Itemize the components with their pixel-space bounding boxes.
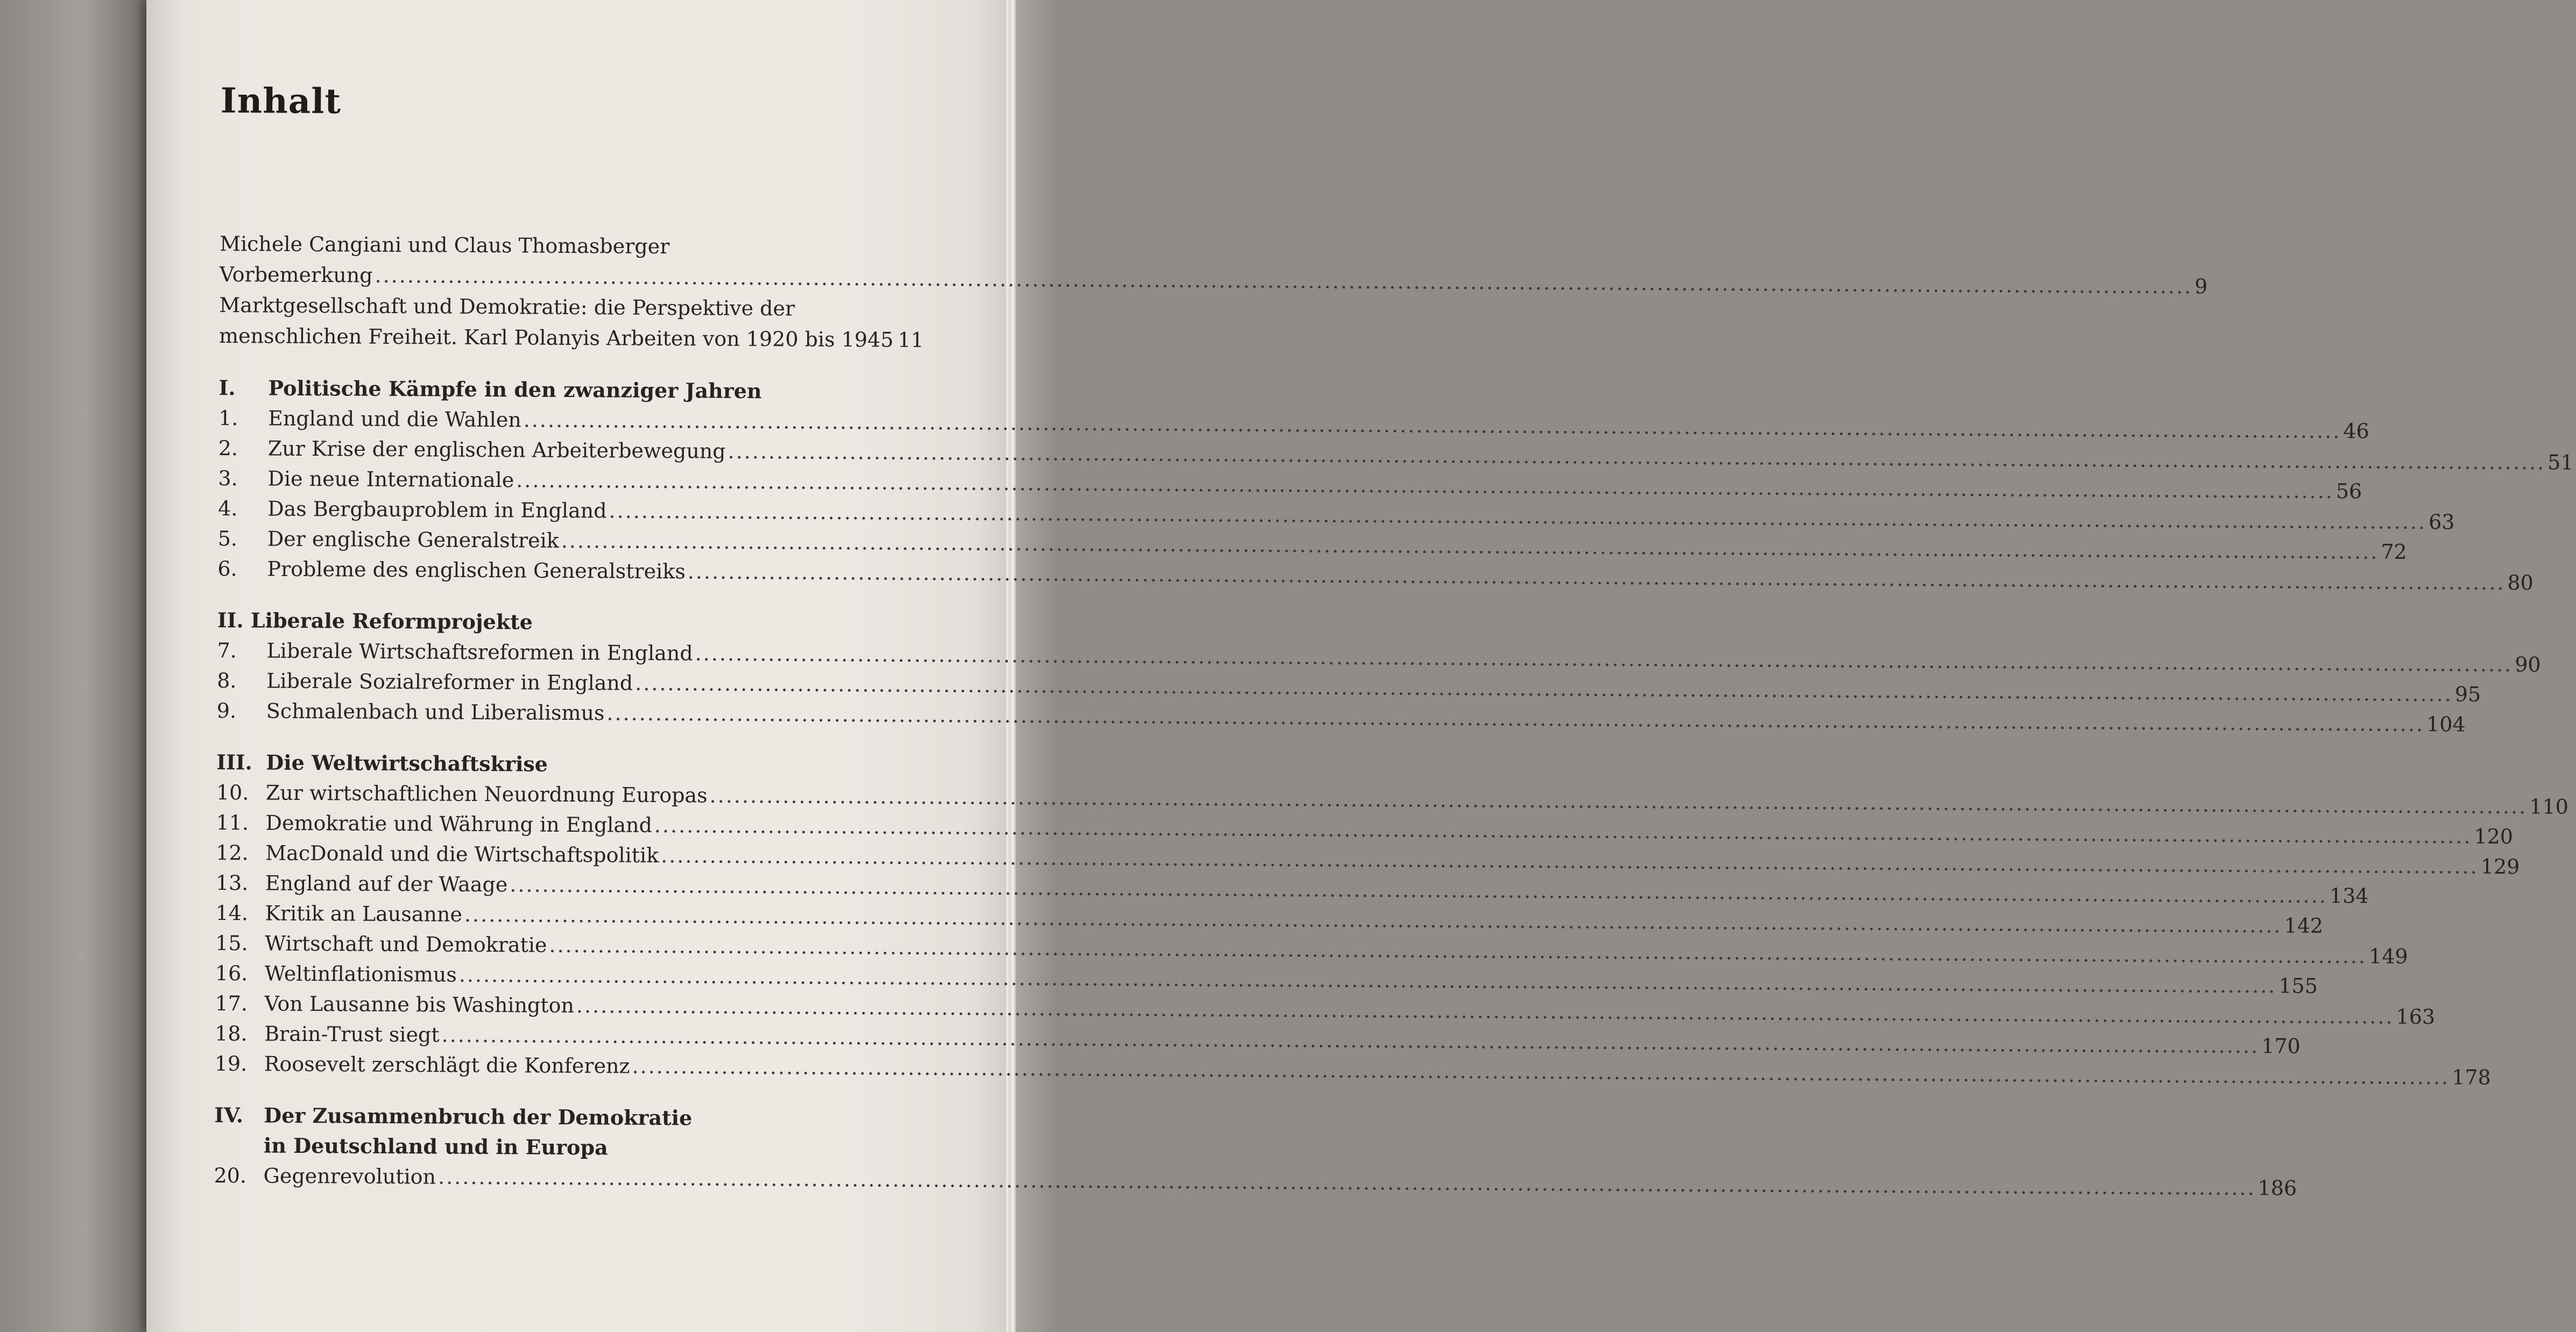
entry-page: 134 <box>2329 883 2369 908</box>
toc-entry <box>215 958 2318 998</box>
entry-page: 95 <box>2454 682 2481 706</box>
toc-entry <box>215 898 2324 938</box>
entry-number: 6. <box>217 556 237 581</box>
entry-title: Die neue Internationale <box>267 466 514 492</box>
section-title: Politische Kämpfe in den zwanziger Jahren <box>268 375 762 403</box>
entry-number: 20. <box>214 1163 247 1188</box>
essay-title-line2: menschlichen Freiheit. Karl Polanyis Arbeiten von 1920 bis 1945 <box>218 323 894 352</box>
section-2 <box>216 605 2541 736</box>
intro-authors: Michele Cangiani und Claus Thomasberger <box>220 231 670 259</box>
entry-page: 129 <box>2480 854 2520 879</box>
entry-title: MacDonald und die Wirtschaftspolitik <box>265 841 659 867</box>
toc-entry <box>218 403 2369 443</box>
toc-entry <box>216 838 2520 879</box>
entry-page: 63 <box>2429 510 2455 534</box>
page-title: Inhalt <box>220 81 342 122</box>
entry-title: Gegenrevolution <box>263 1164 436 1189</box>
section-1 <box>217 373 2574 595</box>
entry-title: Demokratie und Währung in England <box>265 811 653 837</box>
entry-number: 9. <box>216 698 237 723</box>
section-numeral: IV. <box>214 1102 244 1128</box>
entry-page: 163 <box>2396 1004 2436 1029</box>
toc-entry <box>215 928 2408 968</box>
entry-title: Vorbemerkung <box>219 262 373 287</box>
toc-entry <box>217 635 2541 677</box>
toc-entry <box>217 665 2481 706</box>
entry-number: 14. <box>215 901 249 925</box>
entry-page: 149 <box>2368 944 2408 968</box>
entry-title: England und die Wahlen <box>268 406 521 432</box>
entry-title: Liberale Wirtschaftsreformen in England <box>266 639 693 665</box>
entry-number: 13. <box>215 870 249 895</box>
section-numeral: I. <box>218 375 236 400</box>
section-4 <box>214 1100 2297 1200</box>
toc-entry-vorbemerkung <box>219 259 2208 299</box>
toc-entry <box>216 696 2466 736</box>
section-numeral: III. <box>216 749 252 775</box>
entry-title: Kritik an Lausanne <box>265 901 463 926</box>
entry-number: 18. <box>215 1021 248 1046</box>
intro-block <box>218 229 2208 356</box>
entry-page: 142 <box>2284 913 2324 938</box>
entry-title: Probleme des englischen Generalstreiks <box>267 557 686 584</box>
entry-number: 8. <box>217 668 237 693</box>
toc-entry <box>216 777 2568 819</box>
facing-page-left <box>0 0 151 1332</box>
toc-entry <box>215 1018 2300 1058</box>
entry-page: 104 <box>2426 712 2466 736</box>
entry-number: 4. <box>218 496 238 521</box>
entry-title: Weltinflationismus <box>264 961 457 987</box>
section-title: Die Weltwirtschaftskrise <box>266 750 548 776</box>
section-title-line2: in Deutschland und in Europa <box>263 1133 608 1160</box>
toc-entry <box>218 493 2455 534</box>
toc-entry-essay <box>218 321 924 356</box>
toc-entry <box>217 554 2533 595</box>
toc-entry <box>218 463 2362 504</box>
entry-title: Zur Krise der englischen Arbeiterbewegung <box>267 436 726 463</box>
section-title: Der Zusammenbruch der Demokratie <box>264 1103 693 1130</box>
entry-page: 90 <box>2515 653 2541 677</box>
entry-title: Brain-Trust siegt <box>264 1022 440 1047</box>
section-heading <box>218 373 907 407</box>
entry-number: 10. <box>216 780 249 805</box>
entry-number: 1. <box>218 406 238 430</box>
entry-number: 7. <box>217 638 237 663</box>
entry-number: 12. <box>216 840 249 865</box>
entry-page: 9 <box>2194 274 2208 299</box>
entry-page: 120 <box>2474 824 2514 849</box>
entry-title: Das Bergbauproblem in England <box>267 497 607 523</box>
entry-title: Der englische Generalstreik <box>267 527 559 552</box>
entry-page: 56 <box>2335 479 2362 504</box>
entry-number: 11. <box>216 810 249 835</box>
entry-title: Roosevelt zerschlägt die Konferenz <box>264 1052 630 1078</box>
toc-entry <box>215 988 2436 1029</box>
section-heading <box>216 747 905 782</box>
table-of-contents <box>214 81 2574 1200</box>
entry-number: 19. <box>214 1051 248 1076</box>
section-heading: II. Liberale Reformprojekte <box>217 607 533 634</box>
entry-number: 5. <box>217 526 238 551</box>
entry-page: 51 <box>2547 450 2574 474</box>
entry-title: Liberale Sozialreformer in England <box>266 669 633 695</box>
toc-entry <box>216 807 2514 849</box>
entry-page: 178 <box>2452 1065 2491 1089</box>
toc-entry <box>217 523 2407 564</box>
entry-title: Zur wirtschaftlichen Neuordnung Europas <box>265 781 708 807</box>
entry-title: England auf der Waage <box>265 871 508 897</box>
section-heading <box>214 1100 903 1135</box>
entry-page: 110 <box>2529 795 2568 819</box>
entry-number: 17. <box>215 991 248 1016</box>
toc-entry <box>215 868 2369 908</box>
spacer <box>214 1130 264 1161</box>
entry-page: 72 <box>2381 540 2407 564</box>
toc-entry <box>214 1160 2297 1200</box>
entry-page: 11 <box>898 328 924 352</box>
section-heading-line2 <box>214 1130 903 1165</box>
toc-entry <box>218 433 2574 474</box>
entry-page: 46 <box>2343 419 2369 443</box>
section-3 <box>214 747 2568 1089</box>
essay-title-line1: Marktgesellschaft und Demokratie: die Perspektive der <box>219 293 795 321</box>
toc-entry <box>214 1048 2491 1089</box>
entry-number: 15. <box>215 931 248 955</box>
entry-page: 80 <box>2507 570 2533 595</box>
entry-page: 155 <box>2278 974 2318 998</box>
entry-page: 186 <box>2257 1176 2297 1200</box>
entry-number: 2. <box>218 436 238 460</box>
entry-number: 3. <box>218 466 238 491</box>
entry-title: Wirtschaft und Demokratie <box>265 931 547 957</box>
entry-number: 16. <box>215 961 248 986</box>
entry-title: Schmalenbach und Liberalismus <box>266 699 605 725</box>
entry-title: Von Lausanne bis Washington <box>264 991 575 1018</box>
entry-page: 170 <box>2261 1034 2300 1058</box>
